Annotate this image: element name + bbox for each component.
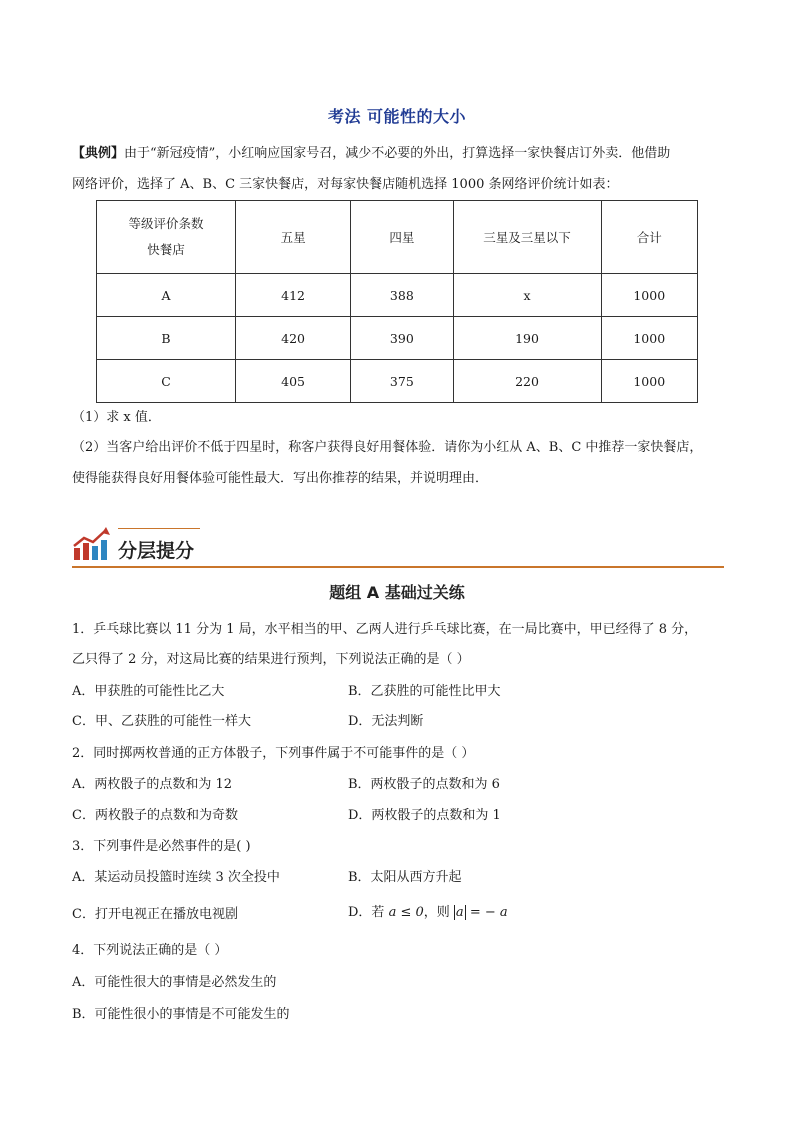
q3-option-b: B．太阳从西方升起 bbox=[348, 870, 462, 885]
cell-store: C bbox=[97, 360, 236, 403]
cell-three: 190 bbox=[453, 317, 601, 360]
q3-option-d-condition: a ≤ 0 bbox=[388, 905, 424, 920]
q3-option-d bbox=[348, 901, 508, 920]
table-header-row bbox=[97, 201, 698, 274]
q2-option-c: C．两枚骰子的点数和为奇数 bbox=[72, 808, 238, 823]
q4-option-b: B．可能性很小的事情是不可能发生的 bbox=[72, 1007, 290, 1022]
q2-option-d: D．两枚骰子的点数和为 1 bbox=[348, 808, 501, 823]
example-tag: 【典例】 bbox=[72, 146, 125, 161]
section-title-group-a: 题组 A 基础过关练 bbox=[329, 583, 465, 602]
cell-three: x bbox=[453, 274, 601, 317]
q3-option-d-equals: = − bbox=[469, 905, 496, 920]
cell-four: 390 bbox=[351, 317, 453, 360]
question-4: 4．下列说法正确的是（ ） bbox=[72, 943, 228, 958]
question-3: 3．下列事件是必然事件的是( ) bbox=[72, 839, 251, 854]
question-1-line2: 乙只得了 2 分，对这局比赛的结果进行预判，下列说法正确的是（ ） bbox=[72, 652, 470, 667]
growth-chart-icon bbox=[72, 526, 112, 562]
cell-three: 220 bbox=[453, 360, 601, 403]
q1-option-c: C．甲、乙获胜的可能性一样大 bbox=[72, 714, 251, 729]
q2-option-a: A．两枚骰子的点数和为 12 bbox=[72, 777, 233, 792]
banner-title: 分层提分 bbox=[118, 540, 195, 562]
table-row bbox=[97, 360, 698, 403]
q1-option-b: B．乙获胜的可能性比甲大 bbox=[348, 684, 501, 699]
q2-option-b: B．两枚骰子的点数和为 6 bbox=[348, 777, 500, 792]
cell-four: 375 bbox=[351, 360, 453, 403]
q4-option-a: A．可能性很大的事情是必然发生的 bbox=[72, 975, 277, 990]
cell-five: 412 bbox=[235, 274, 350, 317]
q3-option-d-rhs: a bbox=[499, 905, 508, 920]
q3-option-c: C．打开电视正在播放电视剧 bbox=[72, 907, 238, 922]
example-question-2-line2: 使得能获得良好用餐体验可能性最大．写出你推荐的结果，并说明理由． bbox=[72, 471, 489, 486]
example-text-line2: 网络评价，选择了 A、B、C 三家快餐店，对每家快餐店随机选择 1000 条网络评价统计如表： bbox=[72, 177, 619, 192]
question-2: 2．同时掷两枚普通的正方体骰子，下列事件属于不可能事件的是（ ） bbox=[72, 746, 475, 761]
table-row bbox=[97, 274, 698, 317]
cell-four: 388 bbox=[351, 274, 453, 317]
q3-option-d-prefix: D．若 bbox=[348, 905, 385, 920]
cell-store: B bbox=[97, 317, 236, 360]
example-question-1: （1）求 x 值． bbox=[72, 410, 161, 425]
cell-total: 1000 bbox=[601, 274, 698, 317]
banner-top-rule bbox=[118, 528, 200, 529]
q1-option-a: A．甲获胜的可能性比乙大 bbox=[72, 684, 225, 699]
cell-total: 1000 bbox=[601, 360, 698, 403]
table-row bbox=[97, 317, 698, 360]
header-three-star-below: 三星及三星以下 bbox=[453, 201, 601, 274]
cell-five: 420 bbox=[235, 317, 350, 360]
example-paragraph-line1 bbox=[72, 144, 670, 164]
example-text-line1: 由于“新冠疫情”，小红响应国家号召，减少不必要的外出，打算选择一家快餐店订外卖．他借助 bbox=[124, 146, 671, 161]
rating-table bbox=[96, 200, 698, 403]
table-corner-header bbox=[97, 201, 236, 274]
cell-five: 405 bbox=[235, 360, 350, 403]
header-five-star: 五星 bbox=[235, 201, 350, 274]
absolute-value-expression: a bbox=[455, 905, 464, 920]
example-question-2-line1: （2）当客户给出评价不低于四星时，称客户获得良好用餐体验．请你为小红从 A、B、C 中推荐一家快餐店， bbox=[72, 440, 703, 455]
header-total: 合计 bbox=[601, 201, 698, 274]
banner-bottom-rule bbox=[72, 566, 724, 568]
header-store: 快餐店 bbox=[147, 242, 185, 257]
q1-option-d: D．无法判断 bbox=[348, 714, 424, 729]
q3-option-a: A．某运动员投篮时连续 3 次全投中 bbox=[72, 870, 280, 885]
header-rating-count: 等级评价条数 bbox=[128, 216, 204, 231]
section-banner bbox=[72, 526, 724, 568]
question-1-line1: 1．乒乓球比赛以 11 分为 1 局，水平相当的甲、乙两人进行乒乓球比赛，在一局比赛中，甲已经得了 8 分， bbox=[72, 622, 698, 637]
cell-total: 1000 bbox=[601, 317, 698, 360]
header-four-star: 四星 bbox=[351, 201, 453, 274]
q3-option-d-mid: ，则 bbox=[423, 905, 450, 920]
cell-store: A bbox=[97, 274, 236, 317]
section-title-kaofa: 考法 可能性的大小 bbox=[327, 107, 467, 126]
